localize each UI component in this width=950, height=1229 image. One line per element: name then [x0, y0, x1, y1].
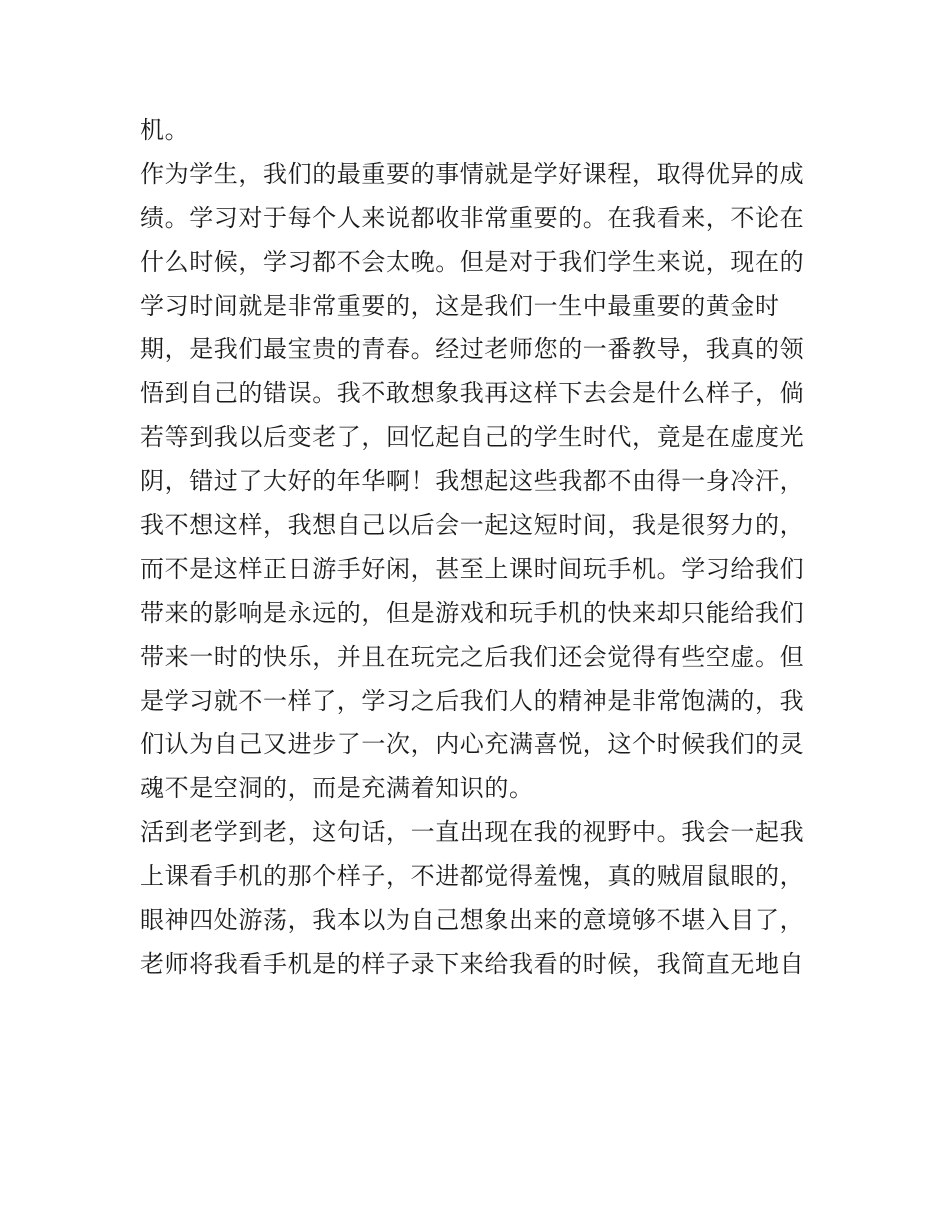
text-line: 阴，错过了大好的年华啊！我想起这些我都不由得一身冷汗， [140, 467, 805, 496]
document-body [140, 109, 815, 987]
text-line: 学习时间就是非常重要的，这是我们一生中最重要的黄金时 [140, 291, 780, 320]
text-line: 上课看手机的那个样子，不进都觉得羞愧，真的贼眉鼠眼的， [140, 862, 805, 891]
text-line: 带来的影响是永远的，但是游戏和玩手机的快来却只能给我们 [140, 598, 805, 627]
text-line: 是学习就不一样了，学习之后我们人的精神是非常饱满的，我 [140, 686, 805, 715]
text-line: 悟到自己的错误。我不敢想象我再这样下去会是什么样子，倘 [140, 379, 805, 408]
text-line: 带来一时的快乐，并且在玩完之后我们还会觉得有些空虚。但 [140, 642, 805, 671]
text-line: 我不想这样，我想自己以后会一起这短时间，我是很努力的， [140, 511, 805, 540]
text-line: 眼神四处游荡，我本以为自己想象出来的意境够不堪入目了， [140, 906, 805, 935]
text-line: 机。 [140, 116, 190, 144]
text-line: 期，是我们最宝贵的青春。经过老师您的一番教导，我真的领 [140, 335, 805, 364]
text-line: 们认为自己又进步了一次，内心充满喜悦，这个时候我们的灵 [140, 730, 805, 759]
text-line: 绩。学习对于每个人来说都收非常重要的。在我看来，不论在 [140, 203, 805, 232]
text-line: 什么时候，学习都不会太晚。但是对于我们学生来说，现在的 [140, 247, 805, 276]
text-line: 而不是这样正日游手好闲，甚至上课时间玩手机。学习给我们 [140, 554, 805, 583]
text-line: 魂不是空洞的，而是充满着知识的。 [140, 774, 534, 803]
text-line: 活到老学到老，这句话，一直出现在我的视野中。我会一起我 [140, 818, 805, 847]
text-line: 作为学生，我们的最重要的事情就是学好课程，取得优异的成 [140, 159, 805, 188]
text-line: 若等到我以后变老了，回忆起自己的学生时代，竟是在虚度光 [140, 423, 805, 452]
text-line: 老师将我看手机是的样子录下来给我看的时候，我简直无地自 [140, 949, 805, 978]
